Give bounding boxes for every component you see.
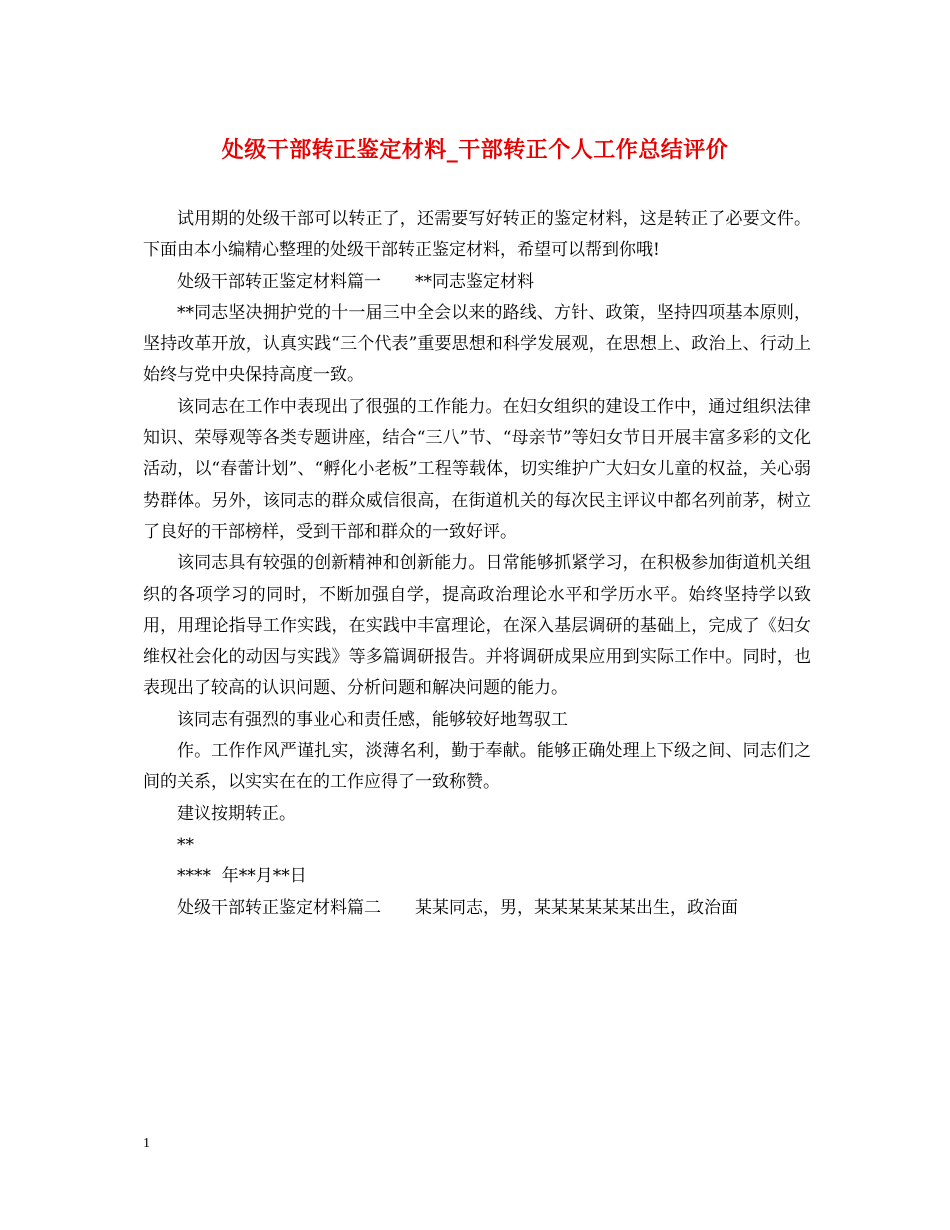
section-heading-part-two: 处级干部转正鉴定材料篇二 某某同志，男，某某某某某某出生，政治面 <box>177 897 738 918</box>
paragraph-work-style: 作。工作作风严谨扎实，淡薄名利，勤于奉献。能够正确处理上下级之间、同志们之间的关系，以实实在在的工作应得了一致称赞。 <box>143 741 811 793</box>
paragraph-responsibility: 该同志有强烈的事业心和责任感，能够较好地驾驭工 <box>177 709 568 730</box>
signature-placeholder: ** <box>177 834 194 855</box>
paragraph-political-stance: **同志坚决拥护党的十一届三中全会以来的路线、方针、政策，坚持四项基本原则，坚持改革开放，认真实践“三个代表”重要思想和科学发展观，在思想上、政治上、行动上始终与党中央保持高度一致。 <box>143 302 811 386</box>
paragraph-innovation: 该同志具有较强的创新精神和创新能力。日常能够抓紧学习，在积极参加街道机关组织的各项学习的同时，不断加强自学，提高政治理论水平和学历水平。始终坚持学以致用，用理论指导工作实践，在实践中丰富理论，在深入基层调研的基础上，完成了《妇女维权社会化的动因与实践》等多篇调研报告。并将调研成果应用到实际工作中。同时，也表现出了较高的认识问题、分析问题和解决问题的能力。 <box>143 553 811 699</box>
paragraph-intro: 试用期的处级干部可以转正了，还需要写好转正的鉴定材料，这是转正了必要文件。下面由本小编精心整理的处级干部转正鉴定材料，希望可以帮到你哦! <box>143 209 811 261</box>
page-number: 1 <box>143 1136 150 1151</box>
document-title: 处级干部转正鉴定材料_干部转正个人工作总结评价 <box>221 137 729 163</box>
paragraph-work-ability: 该同志在工作中表现出了很强的工作能力。在妇女组织的建设工作中，通过组织法律知识、荣辱观等各类专题讲座，结合“三八”节、“母亲节”等妇女节日开展丰富多彩的文化活动，以“春蕾计划”、“孵化小老板”工程等载体，切实维护广大妇女儿童的权益，关心弱势群体。另外，该同志的群众威信很高，在街道机关的每次民主评议中都名列前茅，树立了良好的干部榜样，受到干部和群众的一致好评。 <box>143 396 811 542</box>
section-heading-part-one: 处级干部转正鉴定材料篇一 **同志鉴定材料 <box>177 271 534 292</box>
paragraph-recommendation: 建议按期转正。 <box>177 803 296 824</box>
date-placeholder: **** 年**月**日 <box>177 866 307 887</box>
document-body <box>143 204 811 924</box>
